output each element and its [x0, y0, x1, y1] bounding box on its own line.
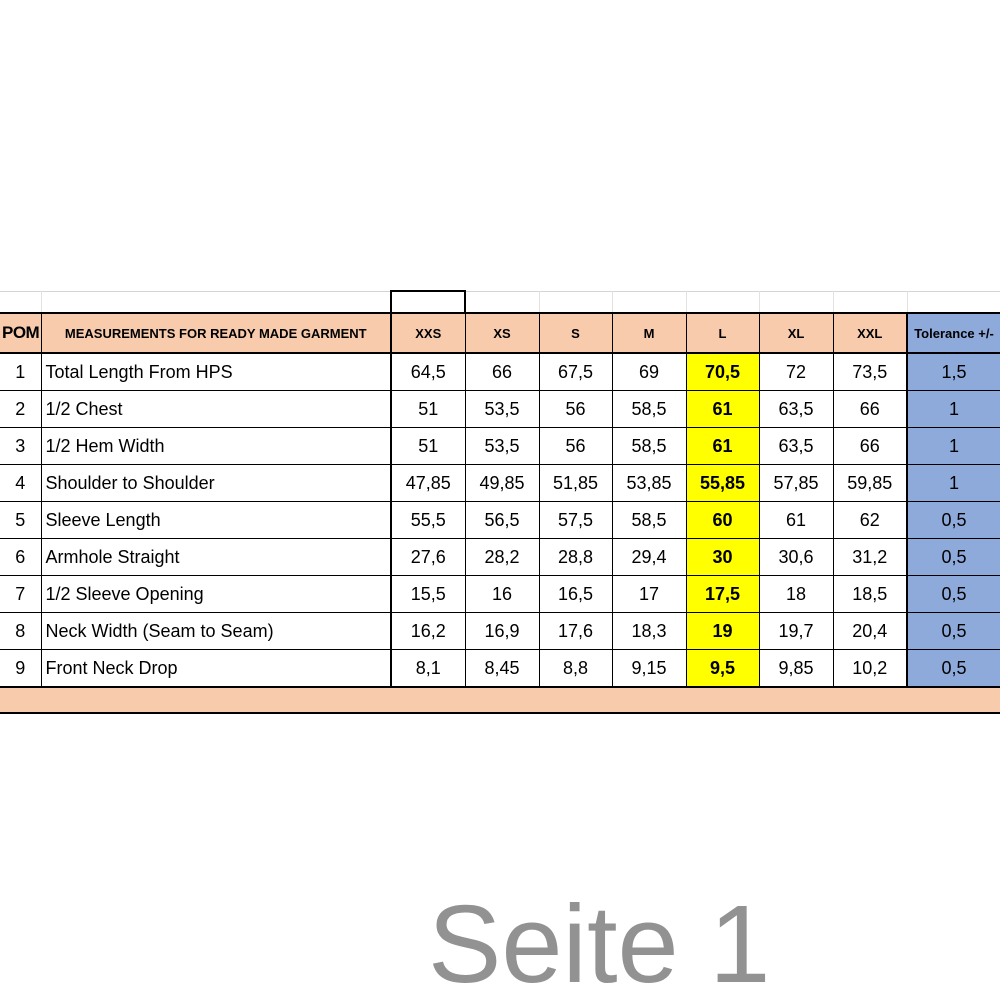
tolerance-header[interactable]: Tolerance +/- [907, 313, 1000, 353]
pom-number-cell[interactable]: 6 [0, 539, 41, 576]
header-row [0, 313, 1000, 353]
size-value-m[interactable]: 18,3 [612, 613, 686, 650]
size-value-xl[interactable]: 30,6 [759, 539, 833, 576]
pom-number-cell[interactable]: 7 [0, 576, 41, 613]
size-value-xs[interactable]: 28,2 [465, 539, 539, 576]
size-value-xl[interactable]: 61 [759, 502, 833, 539]
size-value-xxl[interactable]: 20,4 [833, 613, 907, 650]
size-value-s[interactable]: 28,8 [539, 539, 612, 576]
measurement-header[interactable]: MEASUREMENTS FOR READY MADE GARMENT [41, 313, 391, 353]
size-value-s[interactable]: 56 [539, 428, 612, 465]
tolerance-cell[interactable]: 0,5 [907, 576, 1000, 613]
size-value-xxs[interactable]: 51 [391, 428, 465, 465]
footer-cell[interactable] [612, 687, 686, 713]
grid-cell[interactable] [907, 291, 1000, 313]
size-value-xxs[interactable]: 27,6 [391, 539, 465, 576]
measurement-name-cell[interactable]: Armhole Straight [41, 539, 391, 576]
size-value-xl[interactable]: 63,5 [759, 391, 833, 428]
grid-cell[interactable] [539, 291, 612, 313]
size-value-s[interactable]: 67,5 [539, 353, 612, 391]
size-value-l[interactable]: 30 [686, 539, 759, 576]
spreadsheet [0, 290, 1000, 998]
measurement-name-cell[interactable]: 1/2 Hem Width [41, 428, 391, 465]
measurement-name-cell[interactable]: Sleeve Length [41, 502, 391, 539]
size-value-s[interactable]: 57,5 [539, 502, 612, 539]
footer-band-row [0, 687, 1000, 713]
table-row [0, 502, 1000, 539]
size-value-xs[interactable]: 66 [465, 353, 539, 391]
tolerance-cell[interactable]: 0,5 [907, 650, 1000, 688]
size-header-xxl[interactable]: XXL [833, 313, 907, 353]
size-value-xl[interactable]: 57,85 [759, 465, 833, 502]
size-value-xl[interactable]: 19,7 [759, 613, 833, 650]
size-header-xs[interactable]: XS [465, 313, 539, 353]
table-row [0, 576, 1000, 613]
size-value-xxs[interactable]: 51 [391, 391, 465, 428]
measurement-name-cell[interactable]: 1/2 Chest [41, 391, 391, 428]
footer-cell[interactable] [686, 687, 759, 713]
size-value-xxl[interactable]: 10,2 [833, 650, 907, 688]
grid-cell[interactable] [612, 291, 686, 313]
empty-grid-row [0, 291, 1000, 313]
size-value-xxs[interactable]: 64,5 [391, 353, 465, 391]
footer-cell[interactable] [907, 687, 1000, 713]
pom-number-cell[interactable]: 8 [0, 613, 41, 650]
pom-header[interactable]: POM [0, 313, 41, 353]
tolerance-cell[interactable]: 1 [907, 465, 1000, 502]
size-value-l[interactable]: 19 [686, 613, 759, 650]
size-value-xl[interactable]: 9,85 [759, 650, 833, 688]
tolerance-cell[interactable]: 0,5 [907, 539, 1000, 576]
table-row [0, 391, 1000, 428]
size-value-m[interactable]: 17 [612, 576, 686, 613]
size-value-xl[interactable]: 63,5 [759, 428, 833, 465]
table-row [0, 613, 1000, 650]
measurement-name-cell[interactable]: 1/2 Sleeve Opening [41, 576, 391, 613]
size-header-xl[interactable]: XL [759, 313, 833, 353]
size-value-xxl[interactable]: 59,85 [833, 465, 907, 502]
footer-cell[interactable] [833, 687, 907, 713]
grid-cell[interactable] [833, 291, 907, 313]
size-value-xxs[interactable]: 15,5 [391, 576, 465, 613]
size-value-xs[interactable]: 53,5 [465, 428, 539, 465]
grid-cell[interactable] [759, 291, 833, 313]
pom-number-cell[interactable]: 2 [0, 391, 41, 428]
grid-cell[interactable] [465, 291, 539, 313]
size-value-xl[interactable]: 18 [759, 576, 833, 613]
page-watermark: Seite 1 [428, 890, 771, 998]
pom-number-cell[interactable]: 1 [0, 353, 41, 391]
tolerance-cell[interactable]: 1 [907, 391, 1000, 428]
size-value-s[interactable]: 17,6 [539, 613, 612, 650]
size-value-m[interactable]: 58,5 [612, 391, 686, 428]
size-value-xxl[interactable]: 66 [833, 428, 907, 465]
size-value-l[interactable]: 60 [686, 502, 759, 539]
size-value-xxl[interactable]: 66 [833, 391, 907, 428]
table-row [0, 465, 1000, 502]
size-value-m[interactable]: 58,5 [612, 428, 686, 465]
size-value-m[interactable]: 53,85 [612, 465, 686, 502]
size-value-xxs[interactable]: 16,2 [391, 613, 465, 650]
grid-cell[interactable] [0, 291, 41, 313]
selected-cell[interactable] [391, 291, 465, 313]
measurement-name-cell[interactable]: Total Length From HPS [41, 353, 391, 391]
size-value-xs[interactable]: 49,85 [465, 465, 539, 502]
size-value-xxs[interactable]: 8,1 [391, 650, 465, 688]
size-value-xs[interactable]: 16 [465, 576, 539, 613]
size-value-m[interactable]: 29,4 [612, 539, 686, 576]
table-row [0, 428, 1000, 465]
size-header-l[interactable]: L [686, 313, 759, 353]
grid-cell[interactable] [686, 291, 759, 313]
tolerance-cell[interactable]: 1 [907, 428, 1000, 465]
grid-cell[interactable] [41, 291, 391, 313]
size-value-l[interactable]: 55,85 [686, 465, 759, 502]
size-value-l[interactable]: 61 [686, 391, 759, 428]
footer-cell[interactable] [539, 687, 612, 713]
size-header-xxs[interactable]: XXS [391, 313, 465, 353]
size-value-xxl[interactable]: 62 [833, 502, 907, 539]
size-value-s[interactable]: 56 [539, 391, 612, 428]
size-value-l[interactable]: 9,5 [686, 650, 759, 688]
size-value-m[interactable]: 9,15 [612, 650, 686, 688]
size-value-m[interactable]: 69 [612, 353, 686, 391]
measurement-name-cell[interactable]: Front Neck Drop [41, 650, 391, 688]
table-row [0, 539, 1000, 576]
pom-number-cell[interactable]: 4 [0, 465, 41, 502]
table-row [0, 650, 1000, 688]
table-row [0, 353, 1000, 391]
size-value-xs[interactable]: 16,9 [465, 613, 539, 650]
tolerance-cell[interactable]: 1,5 [907, 353, 1000, 391]
tolerance-cell[interactable]: 0,5 [907, 613, 1000, 650]
size-value-xs[interactable]: 56,5 [465, 502, 539, 539]
size-value-xs[interactable]: 53,5 [465, 391, 539, 428]
size-value-xxl[interactable]: 31,2 [833, 539, 907, 576]
footer-cell[interactable] [41, 687, 391, 713]
footer-cell[interactable] [0, 687, 41, 713]
measurement-table [0, 290, 1000, 714]
size-value-xl[interactable]: 72 [759, 353, 833, 391]
size-value-s[interactable]: 51,85 [539, 465, 612, 502]
size-header-s[interactable]: S [539, 313, 612, 353]
size-value-l[interactable]: 17,5 [686, 576, 759, 613]
size-value-s[interactable]: 16,5 [539, 576, 612, 613]
size-value-s[interactable]: 8,8 [539, 650, 612, 688]
size-value-xxs[interactable]: 55,5 [391, 502, 465, 539]
size-value-xxs[interactable]: 47,85 [391, 465, 465, 502]
size-value-xxl[interactable]: 18,5 [833, 576, 907, 613]
size-value-l[interactable]: 61 [686, 428, 759, 465]
pom-number-cell[interactable]: 9 [0, 650, 41, 688]
footer-cell[interactable] [465, 687, 539, 713]
pom-number-cell[interactable]: 3 [0, 428, 41, 465]
size-value-xs[interactable]: 8,45 [465, 650, 539, 688]
size-value-xxl[interactable]: 73,5 [833, 353, 907, 391]
tolerance-cell[interactable]: 0,5 [907, 502, 1000, 539]
size-value-m[interactable]: 58,5 [612, 502, 686, 539]
measurement-name-cell[interactable]: Shoulder to Shoulder [41, 465, 391, 502]
footer-cell[interactable] [759, 687, 833, 713]
footer-cell[interactable] [391, 687, 465, 713]
measurement-name-cell[interactable]: Neck Width (Seam to Seam) [41, 613, 391, 650]
size-header-m[interactable]: M [612, 313, 686, 353]
size-value-l[interactable]: 70,5 [686, 353, 759, 391]
pom-number-cell[interactable]: 5 [0, 502, 41, 539]
